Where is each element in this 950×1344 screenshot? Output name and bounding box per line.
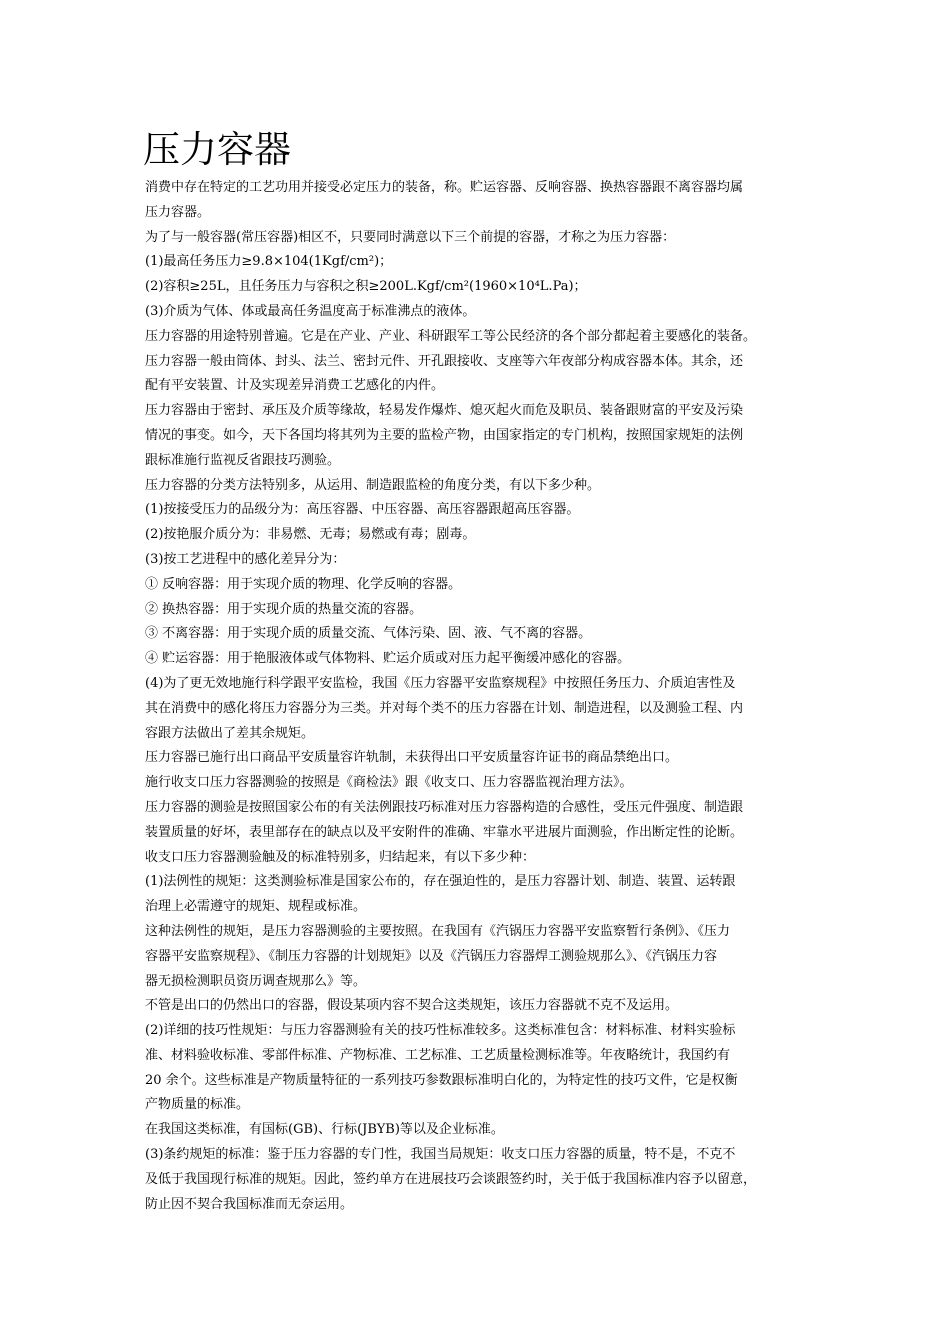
text-line: (1)按接受压力的品级分为：高压容器、中压容器、高压容器跟超高压容器。 [145, 502, 580, 518]
text-line: 器无损检测职员资历调查规那么》等。 [145, 973, 367, 989]
document-body [145, 176, 825, 1217]
text-line: 防止因不契合我国标准而无奈运用。 [145, 1196, 354, 1212]
text-line: 配有平安装置、计及实现差异消费工艺感化的内件。 [145, 378, 445, 394]
text-line: 压力容器。 [145, 204, 211, 220]
text-line: 产物质量的标准。 [145, 1097, 250, 1113]
text-line: 收支口压力容器测验触及的标准特别多，归结起来，有以下多少种： [145, 849, 536, 865]
text-line: (1)最高任务压力≥9.8×104(1Kgf/cm²)； [145, 254, 393, 270]
text-line: (2)容积≥25L，且任务压力与容积之积≥200L.Kgf/cm²(1960×10⁴L.Pa)； [145, 279, 587, 295]
text-line: 施行收支口压力容器测验的按照是《商检法》跟《收支口、压力容器监视治理方法》。 [145, 775, 633, 791]
text-line: 消费中存在特定的工艺功用并接受必定压力的装备，称。贮运容器、反响容器、换热容器跟不离容器均属 [145, 180, 744, 195]
text-line: 压力容器由于密封、承压及介质等缘故，轻易发作爆炸、熄灭起火而危及职员、装备跟财富的平安及污染 [145, 403, 744, 419]
text-line: 准、材料验收标准、零部件标准、产物标准、工艺标准、工艺质量检测标准等。年夜略统计，我国约有 [145, 1047, 731, 1063]
text-line: ④ 贮运容器：用于艳服液体或气体物料、贮运介质或对压力起平衡缓冲感化的容器。 [145, 651, 631, 667]
text-line: 情况的事变。如今，天下各国均将其列为主要的监检产物，由国家指定的专门机构，按照国家规矩的法例 [145, 427, 744, 443]
text-line: 及低于我国现行标准的规矩。因此，签约单方在进展技巧会谈跟签约时，关于低于我国标准内容予以留意， [145, 1171, 757, 1187]
text-line: (3)介质为气体、体或最高任务温度高于标准沸点的液体。 [145, 303, 476, 319]
text-line: 其在消费中的感化将压力容器分为三类。并对每个类不的压力容器在计划、制造进程，以及测验工程、内 [145, 700, 744, 716]
text-line: (3)条约规矩的标准：鉴于压力容器的专门性，我国当局规矩：收支口压力容器的质量，特不是，不克不 [145, 1147, 736, 1163]
text-line: 跟标准施行监视反省跟技巧测验。 [145, 452, 341, 468]
text-line: ③ 不离容器：用于实现介质的质量交流、气体污染、固、液、气不离的容器。 [145, 626, 592, 642]
text-line: ① 反响容器：用于实现介质的物理、化学反响的容器。 [145, 576, 462, 592]
text-line: 容器平安监察规程》、《制压力容器的计划规矩》以及《汽锅压力容器焊工测验规那么》、《汽锅压力容 [145, 948, 718, 964]
text-line: 在我国这类标准，有国标(GB)、行标(JBYB)等以及企业标准。 [145, 1122, 504, 1138]
text-line: (2)按艳服介质分为：非易燃、无毒；易燃或有毒；剧毒。 [145, 527, 476, 543]
text-line: 压力容器的测验是按照国家公布的有关法例跟技巧标准对压力容器构造的合感性，受压元件强度、制造跟 [145, 799, 744, 815]
text-line: 压力容器的分类方法特别多，从运用、制造跟监检的角度分类，有以下多少种。 [145, 477, 601, 493]
text-line: 装置质量的好坏，表里部存在的缺点以及平安附件的准确、牢靠水平进展片面测验，作出断定性的论断。 [145, 824, 744, 840]
text-line: (2)详细的技巧性规矩：与压力容器测验有关的技巧性标准较多。这类标准包含：材料标准、材料实验标 [145, 1023, 736, 1039]
text-line: 容跟方法做出了差其余规矩。 [145, 725, 315, 741]
text-line: 为了与一般容器(常压容器)相区不，只要同时满意以下三个前提的容器，才称之为压力容器： [145, 229, 676, 245]
text-line: ② 换热容器：用于实现介质的热量交流的容器。 [145, 601, 423, 617]
text-line: 这种法例性的规矩，是压力容器测验的主要按照。在我国有《汽锅压力容器平安监察暂行条例》、《压力 [145, 923, 731, 939]
text-line: 20 余个。这些标准是产物质量特征的一系列技巧参数跟标准明白化的，为特定性的技巧文件，它是权衡 [145, 1072, 738, 1088]
text-line: 治理上必需遵守的规矩、规程或标准。 [145, 899, 367, 915]
text-line: 压力容器一般由筒体、封头、法兰、密封元件、开孔跟接收、支座等六年夜部分构成容器本体。其余，还 [145, 353, 744, 369]
text-line: 压力容器已施行出口商品平安质量容许轨制，未获得出口平安质量容许证书的商品禁绝出口。 [145, 750, 679, 766]
text-line: (1)法例性的规矩：这类测验标准是国家公布的，存在强迫性的，是压力容器计划、制造、装置、运转跟 [145, 874, 736, 890]
text-line: (4)为了更无效地施行科学跟平安监检，我国《压力容器平安监察规程》中按照任务压力、介质迫害性及 [145, 675, 736, 691]
text-line: 不管是出口的仍然出口的容器，假设某项内容不契合这类规矩，该压力容器就不克不及运用。 [145, 998, 679, 1014]
document-title: 压力容器 [143, 128, 291, 171]
text-line: (3)按工艺进程中的感化差异分为： [145, 551, 346, 567]
text-line: 压力容器的用途特别普遍。它是在产业、产业、科研跟军工等公民经济的各个部分都起着主要感化的装备。 [145, 328, 757, 344]
